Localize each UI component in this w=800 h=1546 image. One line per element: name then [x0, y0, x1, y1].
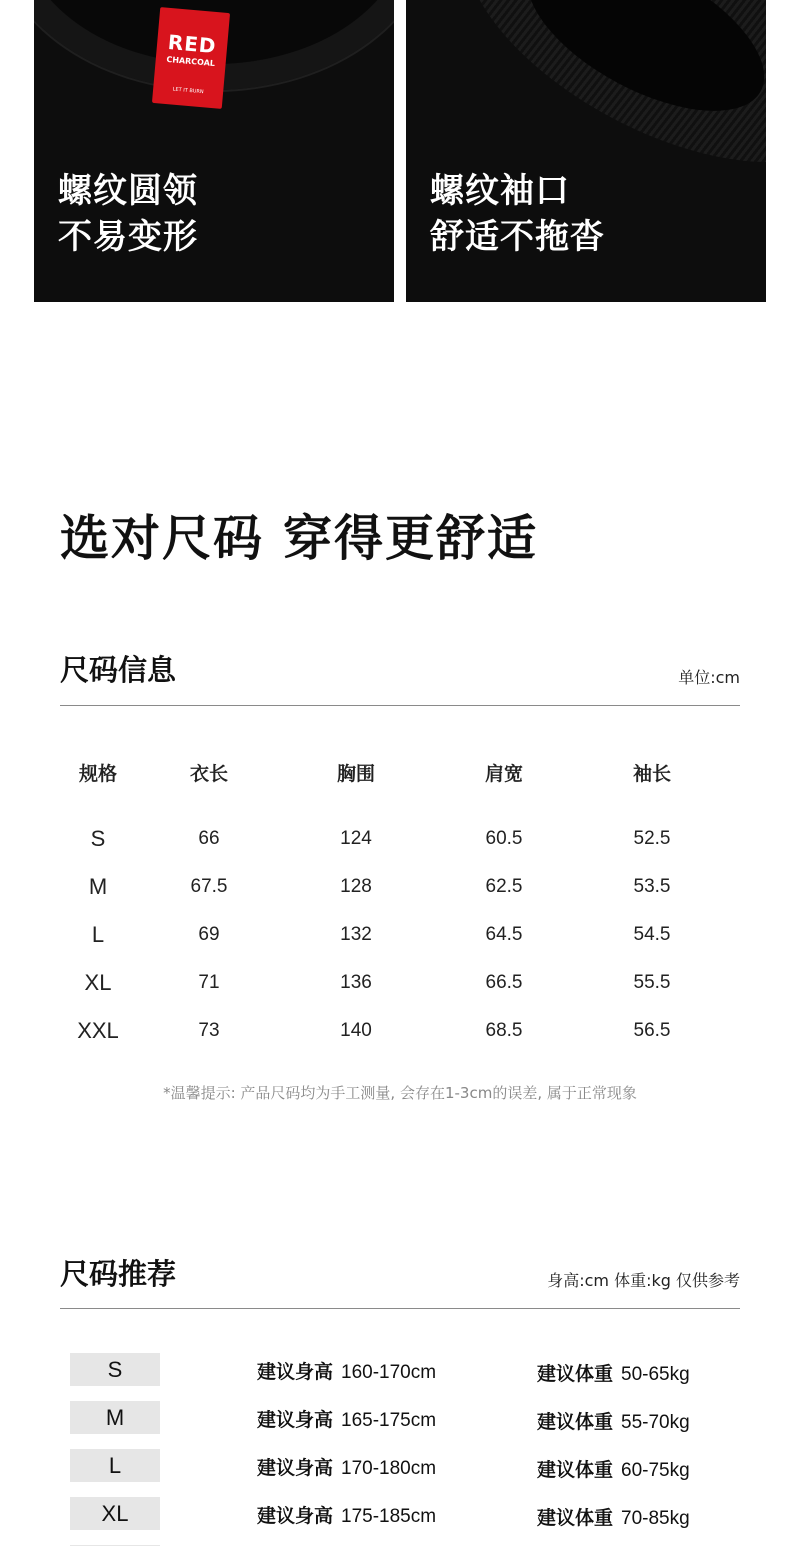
size-info-divider — [60, 705, 740, 706]
row-shoulder: 64.5 — [485, 924, 523, 945]
row-sleeve: 55.5 — [633, 972, 671, 993]
weight-key: 建议体重 — [537, 1459, 614, 1481]
weight-value: 50-65kg — [621, 1364, 690, 1385]
row-length: 69 — [198, 924, 220, 945]
weight-value: 70-85kg — [621, 1508, 690, 1529]
row-size: XXL — [77, 1018, 119, 1043]
brand-tag-line1: RED — [166, 29, 218, 59]
rec-height — [257, 1357, 436, 1384]
weight-key: 建议体重 — [537, 1411, 614, 1433]
row-length: 71 — [198, 972, 220, 993]
cuff-photo — [406, 0, 766, 302]
row-shoulder: 66.5 — [485, 972, 523, 993]
measurement-note: *温馨提示: 产品尺码均为手工测量, 会存在1-3cm的误差, 属于正常现象 — [163, 1084, 637, 1102]
rec-height — [257, 1405, 436, 1432]
row-chest: 132 — [340, 924, 372, 945]
size-table — [60, 755, 740, 1055]
row-length: 73 — [198, 1020, 220, 1041]
row-length: 67.5 — [190, 876, 228, 897]
row-size: XL — [84, 970, 112, 995]
header-spec: 规格 — [78, 762, 117, 785]
size-rec-unit: 身高:cm 体重:kg 仅供参考 — [547, 1271, 740, 1290]
table-row — [60, 911, 740, 959]
size-rec-list — [70, 1353, 740, 1546]
brand-tag-line2: CHARCOAL — [166, 54, 216, 69]
weight-value: 55-70kg — [621, 1412, 690, 1433]
table-row — [60, 1007, 740, 1055]
height-value: 160-170cm — [341, 1362, 437, 1383]
row-sleeve: 56.5 — [633, 1020, 671, 1041]
row-size: S — [90, 826, 106, 851]
list-item — [70, 1449, 740, 1497]
page-headline: 选对尺码 穿得更舒适 — [60, 510, 539, 567]
row-shoulder: 68.5 — [485, 1020, 523, 1041]
cuff-caption-line1: 螺纹袖口 — [430, 171, 570, 211]
row-chest: 124 — [340, 828, 372, 849]
row-size: M — [88, 874, 108, 899]
row-shoulder: 60.5 — [485, 828, 523, 849]
weight-key: 建议体重 — [537, 1507, 614, 1529]
header-chest: 胸围 — [336, 762, 375, 785]
table-row — [60, 815, 740, 863]
height-value: 175-185cm — [341, 1506, 437, 1527]
height-key: 建议身高 — [257, 1505, 334, 1527]
row-size: L — [91, 922, 105, 947]
brand-tag-logo — [152, 7, 230, 109]
size-badge: XL — [70, 1497, 160, 1530]
rec-weight — [537, 1503, 690, 1530]
row-sleeve: 52.5 — [633, 828, 671, 849]
cuff-caption-line2: 舒适不拖沓 — [430, 217, 605, 257]
table-row — [60, 863, 740, 911]
size-info-title: 尺码信息 — [60, 653, 177, 687]
weight-value: 60-75kg — [621, 1460, 690, 1481]
size-table-header — [60, 755, 740, 789]
height-key: 建议身高 — [257, 1409, 334, 1431]
size-badge: S — [70, 1353, 160, 1386]
brand-tag-line3: LET IT BURN — [172, 86, 204, 96]
neckline-photo — [34, 0, 394, 302]
weight-key: 建议体重 — [537, 1363, 614, 1385]
rec-weight — [537, 1407, 690, 1434]
header-sleeve: 袖长 — [632, 762, 671, 785]
size-rec-title: 尺码推荐 — [60, 1257, 177, 1291]
row-chest: 136 — [340, 972, 372, 993]
rec-weight — [537, 1455, 690, 1482]
header-shoulder: 肩宽 — [484, 762, 523, 785]
header-length: 衣长 — [189, 762, 228, 785]
height-value: 165-175cm — [341, 1410, 437, 1431]
row-chest: 128 — [340, 876, 372, 897]
row-shoulder: 62.5 — [485, 876, 523, 897]
height-key: 建议身高 — [257, 1457, 334, 1479]
rec-height — [257, 1453, 436, 1480]
list-item — [70, 1497, 740, 1545]
row-length: 66 — [198, 828, 220, 849]
list-item — [70, 1401, 740, 1449]
neckline-caption-line2: 不易变形 — [58, 217, 198, 257]
table-row — [60, 959, 740, 1007]
size-info-unit: 单位:cm — [678, 668, 740, 687]
rec-weight — [537, 1359, 690, 1386]
row-chest: 140 — [340, 1020, 372, 1041]
height-key: 建议身高 — [257, 1361, 334, 1383]
cuff-caption — [430, 168, 605, 260]
neckline-caption-line1: 螺纹圆领 — [58, 171, 198, 211]
list-item — [70, 1353, 740, 1401]
row-sleeve: 54.5 — [633, 924, 671, 945]
size-badge: L — [70, 1449, 160, 1482]
rec-height — [257, 1501, 436, 1528]
row-sleeve: 53.5 — [633, 876, 671, 897]
neckline-caption — [58, 168, 198, 260]
height-value: 170-180cm — [341, 1458, 437, 1479]
size-rec-divider — [60, 1308, 740, 1309]
size-badge: M — [70, 1401, 160, 1434]
